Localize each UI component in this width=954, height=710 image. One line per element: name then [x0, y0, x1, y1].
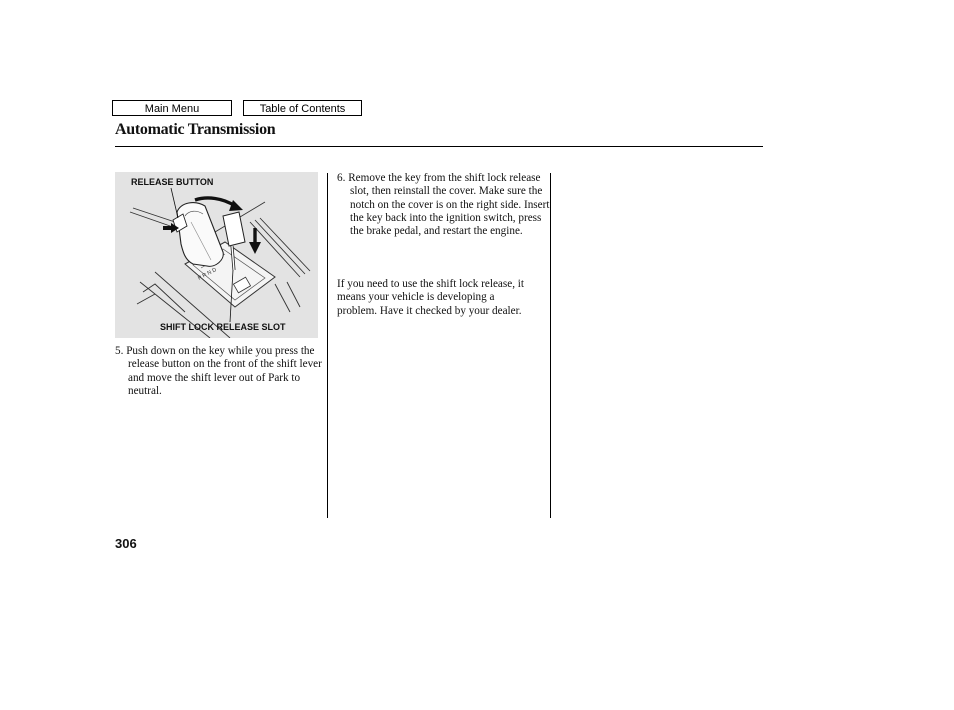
step-6-text: 6. Remove the key from the shift lock release slot, then reinstall the cover. Make sure the notch on the cover is on the right side. Insert the key back into the ignition switch, press the brake pedal, and restart the engine. [337, 172, 550, 238]
shift-lever-illustration [115, 172, 318, 338]
shift-lever-drawing [115, 172, 318, 338]
release-button-callout: RELEASE BUTTON [131, 177, 214, 187]
page-number: 306 [115, 536, 137, 551]
step-5-text: 5. Push down on the key while you press the release button on the front of the shift lever and move the shift lever out of Park to neutral. [115, 345, 322, 397]
shift-lock-release-slot-callout: SHIFT LOCK RELEASE SLOT [160, 322, 286, 332]
gear-markings: P R N D [197, 267, 218, 282]
column-divider-left [327, 173, 328, 518]
title-divider [115, 146, 763, 147]
table-of-contents-button[interactable]: Table of Contents [243, 100, 362, 116]
page-title: Automatic Transmission [115, 121, 276, 138]
main-menu-button[interactable]: Main Menu [112, 100, 232, 116]
shift-lock-note-text: If you need to use the shift lock release, it means your vehicle is developing a problem. Have it checked by your dealer. [337, 278, 525, 317]
